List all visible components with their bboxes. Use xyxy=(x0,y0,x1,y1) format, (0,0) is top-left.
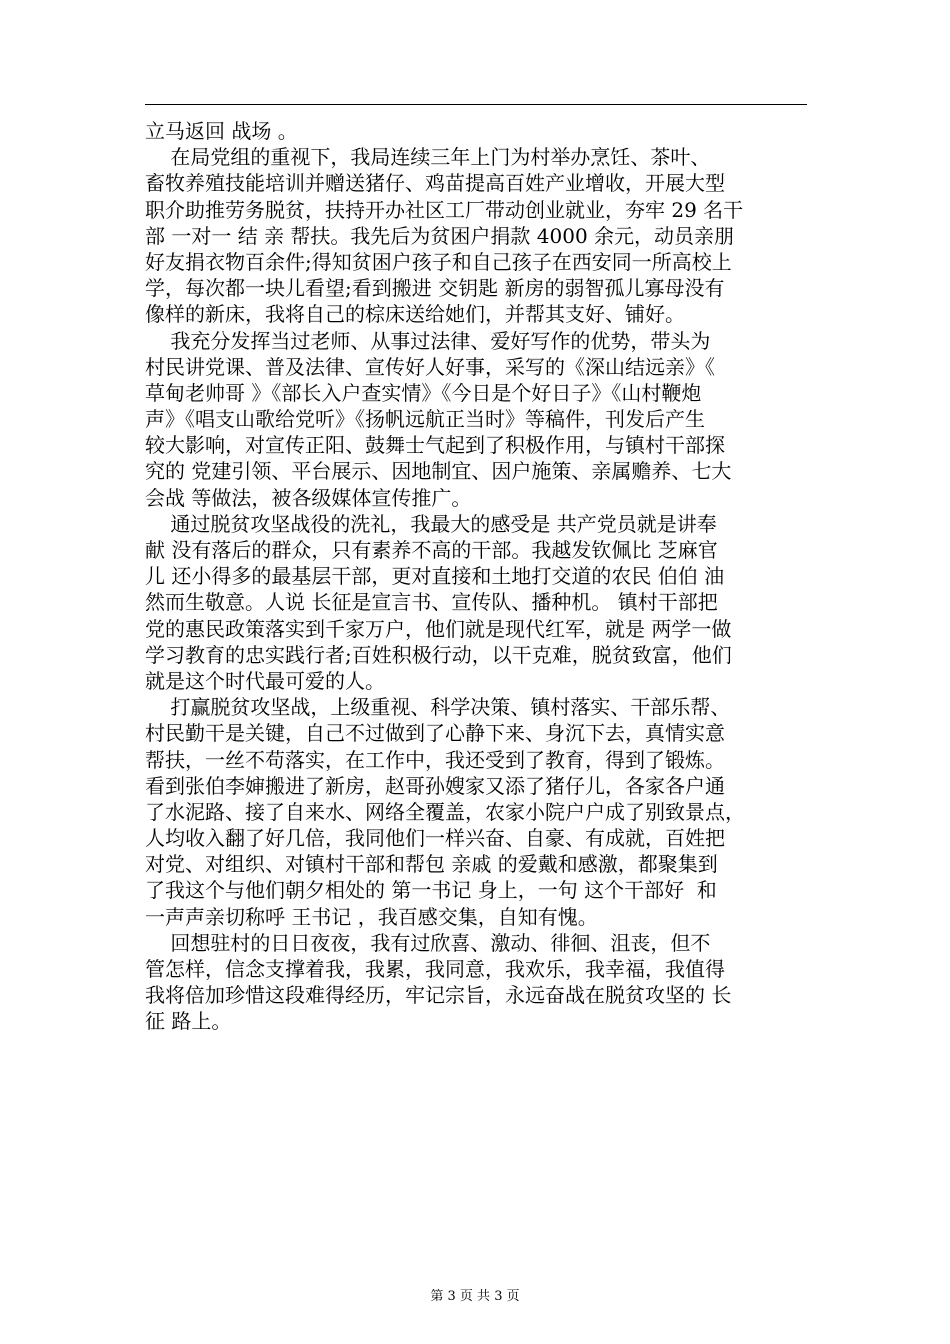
text-line: 了我这个与他们朝夕相处的 第一书记 身上，一句 这个干部好 和 xyxy=(145,878,717,903)
text-line: 征 路上。 xyxy=(145,1009,232,1034)
header-rule xyxy=(145,104,807,105)
text-line: 会战 等做法，被各级媒体宣传推广。 xyxy=(145,485,472,510)
text-line: 村民讲党课、普及法律、宣传好人好事，采写的《深山结远亲》《 xyxy=(145,354,715,379)
text-line: 一声声亲切称呼 王书记 ，我百感交集，自知有愧。 xyxy=(145,904,598,929)
text-line: 我将倍加珍惜这段难得经历，牢记宗旨，永远奋战在脱贫攻坚的 长 xyxy=(145,983,732,1008)
text-line: 职介助推劳务脱贫，扶持开办社区工厂带动创业就业，夯牢 29 名干 xyxy=(145,197,744,222)
text-line: 究的 党建引领、平台展示、因地制宜、因户施策、亲属赡养、七大 xyxy=(145,459,732,484)
text-line: 儿 还小得多的最基层干部，更对直接和土地打交道的农民 伯伯 油 xyxy=(145,564,725,589)
text-line: 部 一对一 结 亲 帮扶。我先后为贫困户捐款 4000 余元，动员亲朋 xyxy=(145,223,735,248)
text-line: 立马返回 战场 。 xyxy=(145,119,298,143)
text-line: 好友捐衣物百余件;得知贫困户孩子和自己孩子在西安同一所高校上 xyxy=(145,249,732,274)
text-line: 畜牧养殖技能培训并赠送猪仔、鸡苗提高百姓产业增收，开展大型 xyxy=(145,171,725,196)
text-line: 就是这个时代最可爱的人。 xyxy=(145,668,385,693)
text-line: 帮扶，一丝不苟落实，在工作中，我还受到了教育，得到了锻炼。 xyxy=(145,747,725,772)
document-body xyxy=(145,118,813,1035)
text-line: 通过脱贫攻坚战役的洗礼，我最大的感受是 共产党员就是讲奉 xyxy=(145,511,717,536)
text-line: 声》《唱支山歌给党听》《扬帆远航正当时》等稿件，刊发后产生 xyxy=(145,407,705,432)
text-line: 管怎样，信念支撑着我，我累，我同意，我欢乐，我幸福，我值得 xyxy=(145,957,725,981)
text-line: 在局党组的重视下，我局连续三年上门为村举办烹饪、茶叶、 xyxy=(145,145,711,170)
text-line: 较大影响，对宣传正阳、鼓舞士气起到了积极作用，与镇村干部探 xyxy=(145,433,725,458)
text-line: 对党、对组织、对镇村干部和帮包 亲戚 的爱戴和感激，都聚集到 xyxy=(145,852,718,877)
text-line: 人均收入翻了好几倍，我同他们一样兴奋、自豪、有成就，百姓把 xyxy=(145,826,725,851)
text-line: 学习教育的忠实践行者;百姓积极行动，以干克难，脱贫致富，他们 xyxy=(145,642,732,667)
text-line: 回想驻村的日日夜夜，我有过欣喜、激动、徘徊、沮丧，但不 xyxy=(145,930,711,955)
text-line: 像样的新床，我将自己的棕床送给她们，并帮其支好、铺好。 xyxy=(145,302,685,327)
text-line: 草甸老帅哥 》《部长入户查实情》《今日是个好日子》《山村鞭炮 xyxy=(145,380,702,405)
text-line: 学，每次都一块儿看望;看到搬进 交钥匙 新房的弱智孤儿寡母没有 xyxy=(145,276,725,301)
text-line: 看到张伯李婶搬进了新房，赵哥孙嫂家又添了猪仔儿，各家各户通 xyxy=(145,773,725,798)
text-line: 了水泥路、接了自来水、网络全覆盖，农家小院户户成了别致景点， xyxy=(145,799,745,824)
page-number-footer: 第 3 页 共 3 页 xyxy=(430,1289,520,1304)
text-line: 村民勤干是关键，自己不过做到了心静下来、身沉下去，真情实意 xyxy=(145,721,725,746)
text-line: 党的惠民政策落实到千家万户，他们就是现代红军，就是 两学一做 xyxy=(145,616,732,641)
text-line: 打赢脱贫攻坚战，上级重视、科学决策、镇村落实、干部乐帮、 xyxy=(145,695,731,720)
text-line: 献 没有落后的群众，只有素养不高的干部。我越发钦佩比 芝麻官 xyxy=(145,538,718,562)
text-line: 我充分发挥当过老师、从事过法律、爱好写作的优势，带头为 xyxy=(145,328,711,353)
text-line: 然而生敬意。人说 长征是宣言书、宣传队、播种机。 镇村干部把 xyxy=(145,590,718,615)
